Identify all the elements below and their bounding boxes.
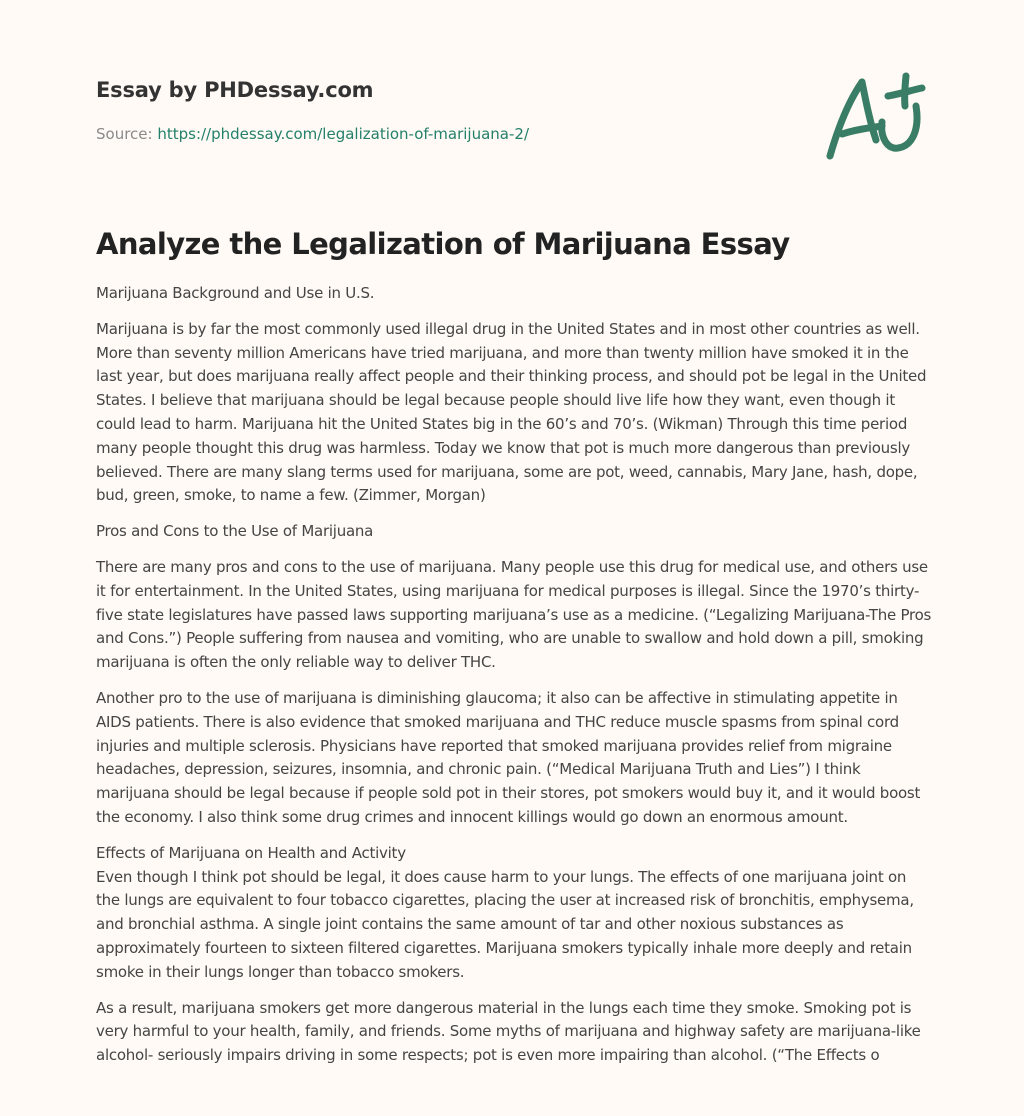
- source-label: Source:: [96, 125, 158, 143]
- essay-title: Analyze the Legalization of Marijuana Essay: [96, 227, 790, 261]
- essay-paragraph: There are many pros and cons to the use of marijuana. Many people use this drug for medical use, and others use it for entertainment. In the United States, using marijuana for medical purposes is illegal. Since the 1970’s thirty-five state legislatures have passed laws supporting marijuana’s use as a medicine. (“Legalizing Marijuana-The Pros and Cons.”) People suffering from nausea and vomiting, who are unable to swallow and hold down a pill, smoking marijuana is often the only reliable way to deliver THC.: [96, 557, 932, 672]
- essay-paragraph: Even though I think pot should be legal, it does cause harm to your lungs. The effects of one marijuana joint on the lungs are equivalent to four tobacco cigarettes, placing the user at increased risk of bronchitis, emphysema, and bronchial asthma. A single joint contains the same amount of tar and other noxious substances as approximately fourteen to sixteen filtered cigarettes. Marijuana smokers typically inhale more deeply and retain smoke in their lungs longer than tobacco smokers.: [96, 867, 914, 981]
- a-plus-grade-icon: [818, 66, 930, 166]
- essay-paragraph: Another pro to the use of marijuana is diminishing glaucoma; it also can be affective in stimulating appetite in AIDS patients. There is also evidence that smoked marijuana and THC reduce muscle spasms from spinal cord injuries and multiple sclerosis. Physicians have reported that smoked marijuana provides relief from migraine headaches, depression, seizures, insomnia, and chronic pain. (“Medical Marijuana Truth and Lies”) I think marijuana should be legal because if people sold pot in their stores, pot smokers would buy it, and it would boost the economy. I also think some drug crimes and innocent killings would go down an enormous amount.: [96, 688, 921, 826]
- essay-body: [96, 282, 932, 1080]
- essay-header: [96, 74, 796, 144]
- source-line: [96, 124, 796, 144]
- source-link[interactable]: https://phdessay.com/legalization-of-marijuana-2/: [157, 125, 530, 143]
- section-heading: Pros and Cons to the Use of Marijuana: [96, 522, 374, 541]
- section-heading: Marijuana Background and Use in U.S.: [96, 284, 375, 302]
- essay-paragraph: Marijuana is by far the most commonly used illegal drug in the United States and in most other countries as well. More than seventy million Americans have tried marijuana, and more than twenty million have smoked it in the last year, but does marijuana really affect people and their thinking process, and should pot be legal in the United States. I believe that marijuana should be legal because people should live life how they want, even though it could lead to harm. Marijuana hit the United States big in the 60’s and 70’s. (Wikman) Through this time period many people thought this drug was harmless. Today we know that pot is much more dangerous than previously believed. There are many slang terms used for marijuana, some are pot, weed, cannabis, Mary Jane, hash, dope, bud, green, smoke, to name a few. (Zimmer, Morgan): [96, 319, 927, 505]
- brand-title: Essay by PHDessay.com: [96, 78, 374, 102]
- section-heading: Effects of Marijuana on Health and Activity: [96, 843, 406, 862]
- essay-paragraph: As a result, marijuana smokers get more dangerous material in the lungs each time they smoke. Smoking pot is very harmful to your health, family, and friends. Some myths of marijuana and highway safety are marijuana-like alcohol- seriously impairs driving in some respects; pot is even more impairing than alcohol. (“The Effects o: [96, 998, 921, 1065]
